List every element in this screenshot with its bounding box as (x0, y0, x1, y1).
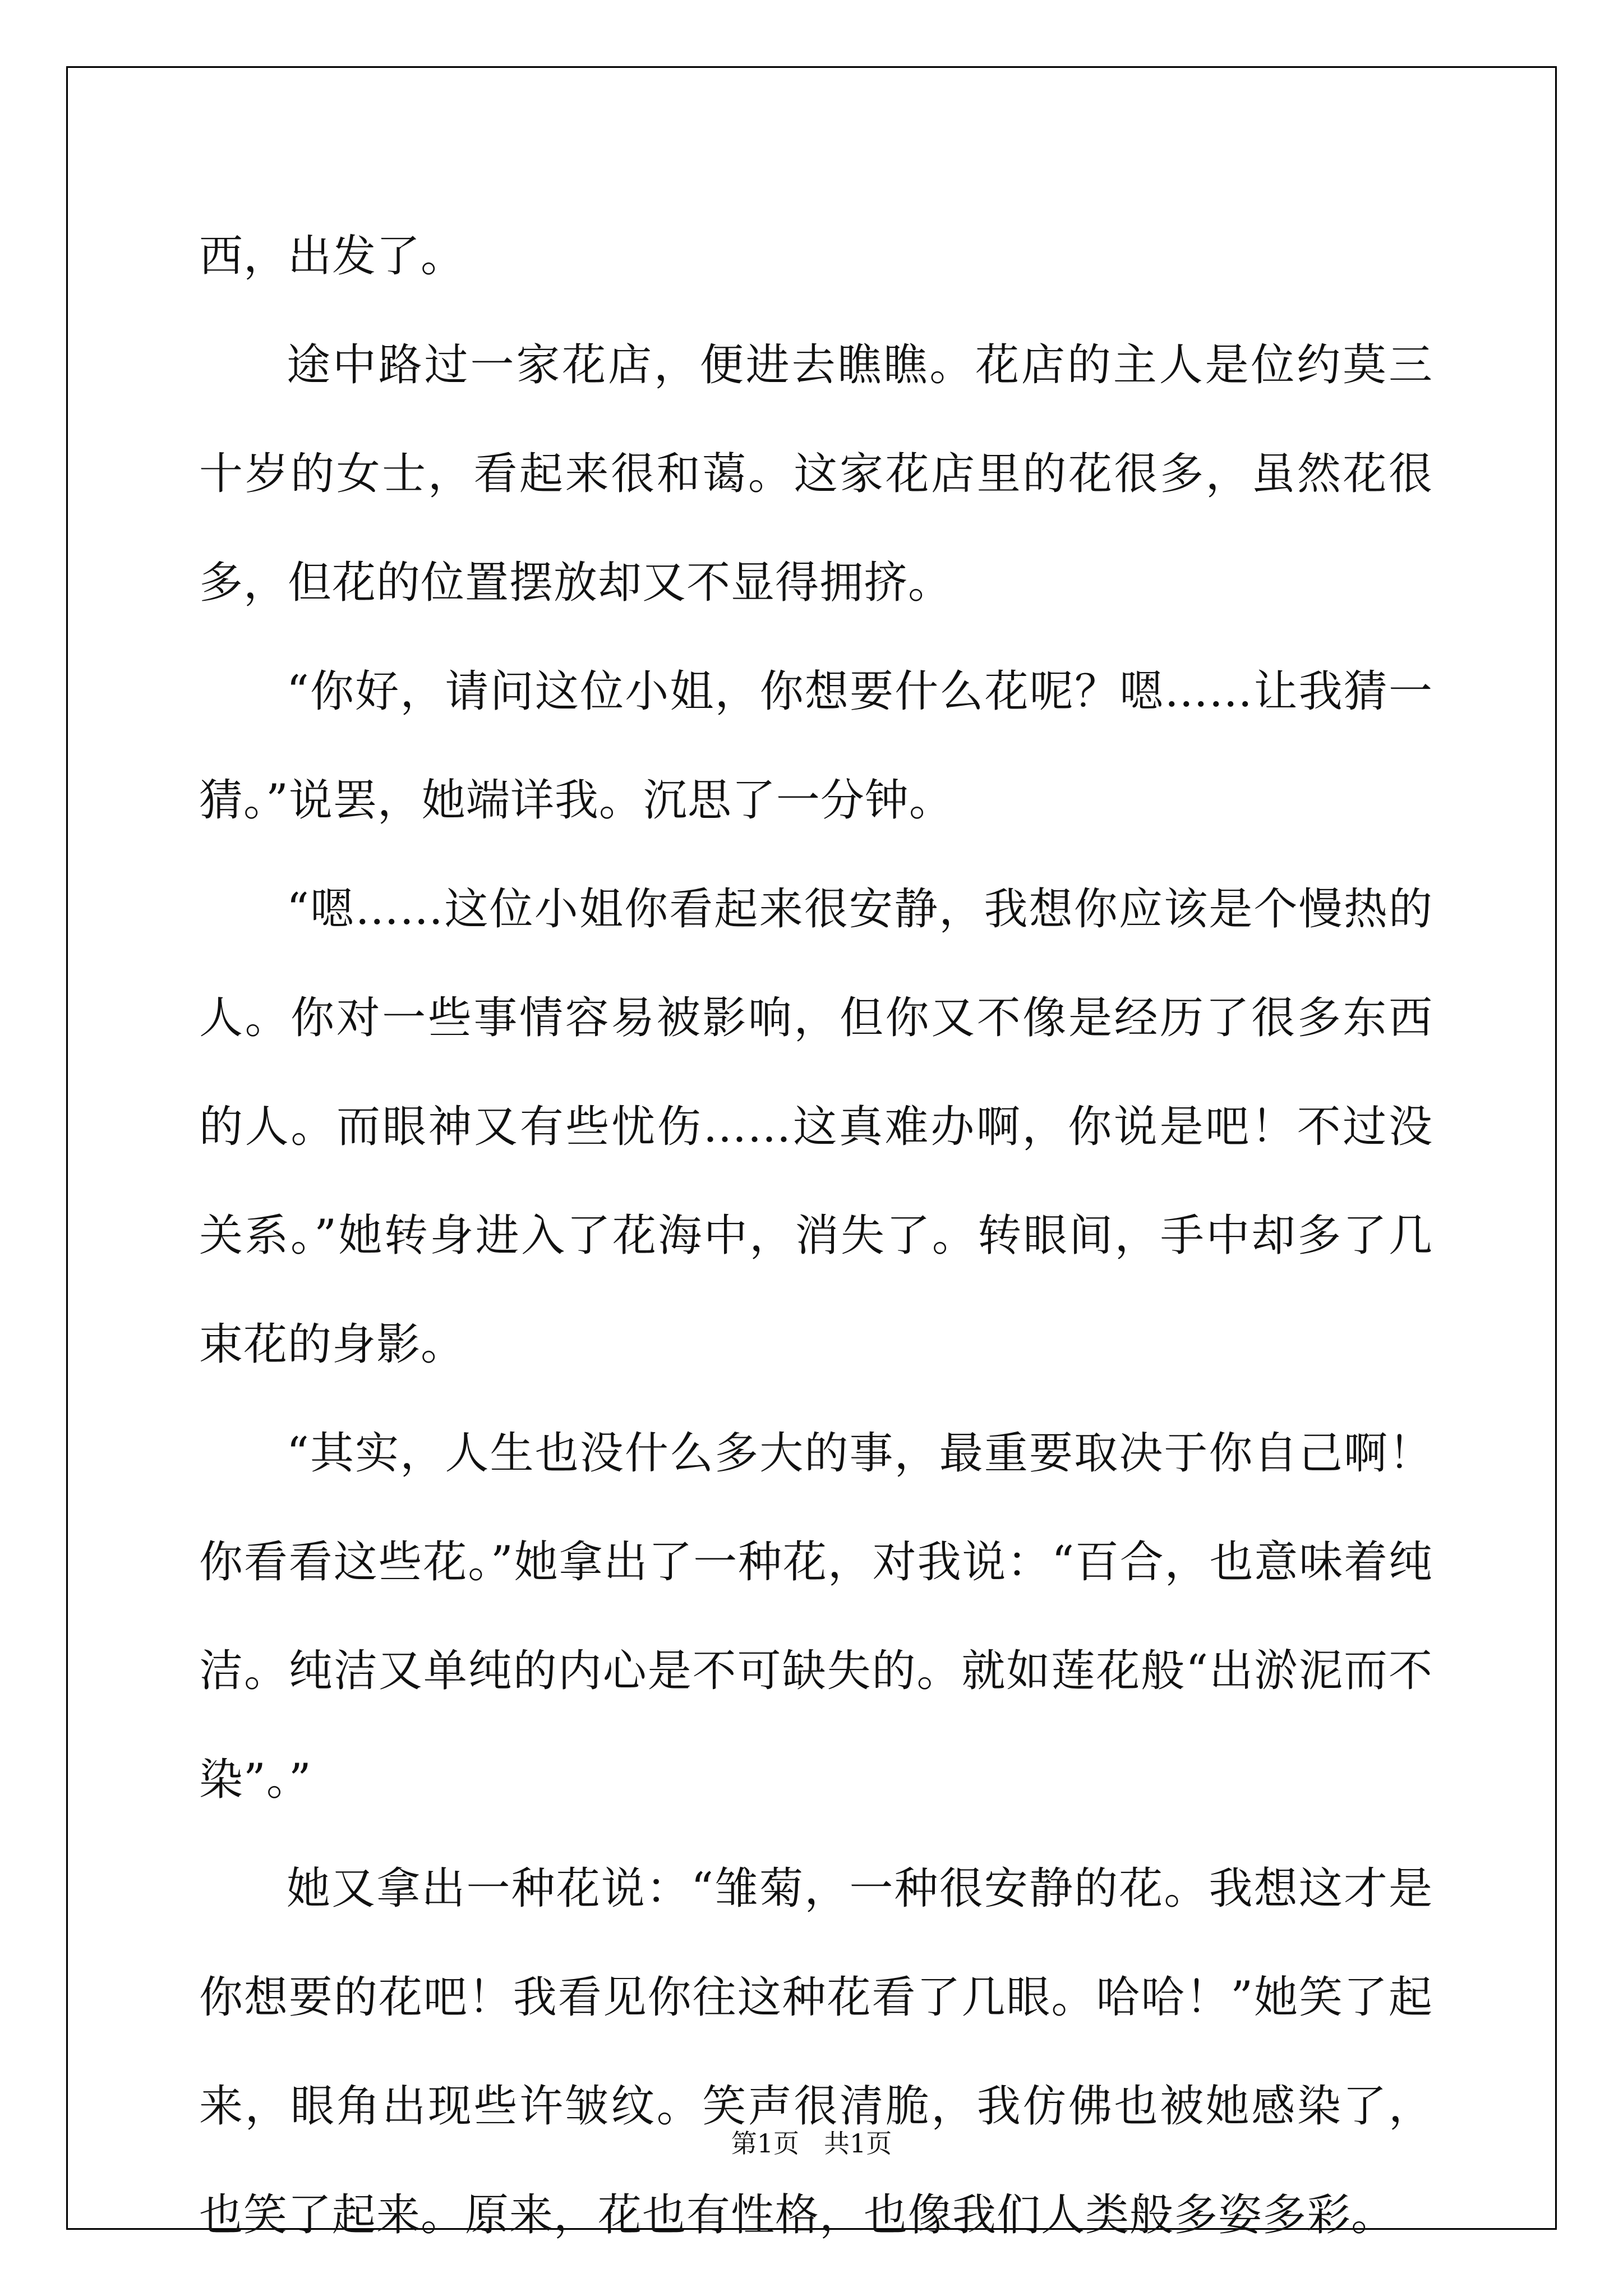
paragraph: “嗯……这位小姐你看起来很安静，我想你应该是个慢热的人。你对一些事情容易被影响，但你又不像是经历了很多东西的人。而眼神又有些忧伤……这真难办啊，你说是吧！不过没关系。”她转身进入了花海中，消失了。转眼间，手中却多了几束花的身影。 (199, 884, 1433, 1370)
page-number: 第1页 (731, 2128, 799, 2159)
page-footer (0, 2123, 1623, 2160)
paragraph: 西，出发了。 (199, 231, 465, 282)
paragraph: “其实，人生也没什么多大的事，最重要取决于你自己啊！你看看这些花。”她拿出了一种花，对我说：“百合，也意味着纯洁。纯洁又单纯的内心是不可缺失的。就如莲花般“出淤泥而不染”。” (199, 1428, 1433, 1805)
document-body (199, 202, 1433, 2270)
page-total: 共1页 (824, 2128, 892, 2159)
paragraph: 途中路过一家花店，便进去瞧瞧。花店的主人是位约莫三十岁的女士，看起来很和蔼。这家花店里的花很多，虽然花很多，但花的位置摆放却又不显得拥挤。 (199, 340, 1433, 608)
paragraph: “你好，请问这位小姐，你想要什么花呢？嗯……让我猜一猜。”说罢，她端详我。沉思了一分钟。 (199, 666, 1433, 826)
paragraph: 她又拿出一种花说：“雏菊，一种很安静的花。我想这才是你想要的花吧！我看见你往这种花看了几眼。哈哈！”她笑了起来，眼角出现些许皱纹。笑声很清脆，我仿佛也被她感染了，也笑了起来。原来，花也有性格，也像我们人类般多姿多彩。 (199, 1864, 1433, 2240)
